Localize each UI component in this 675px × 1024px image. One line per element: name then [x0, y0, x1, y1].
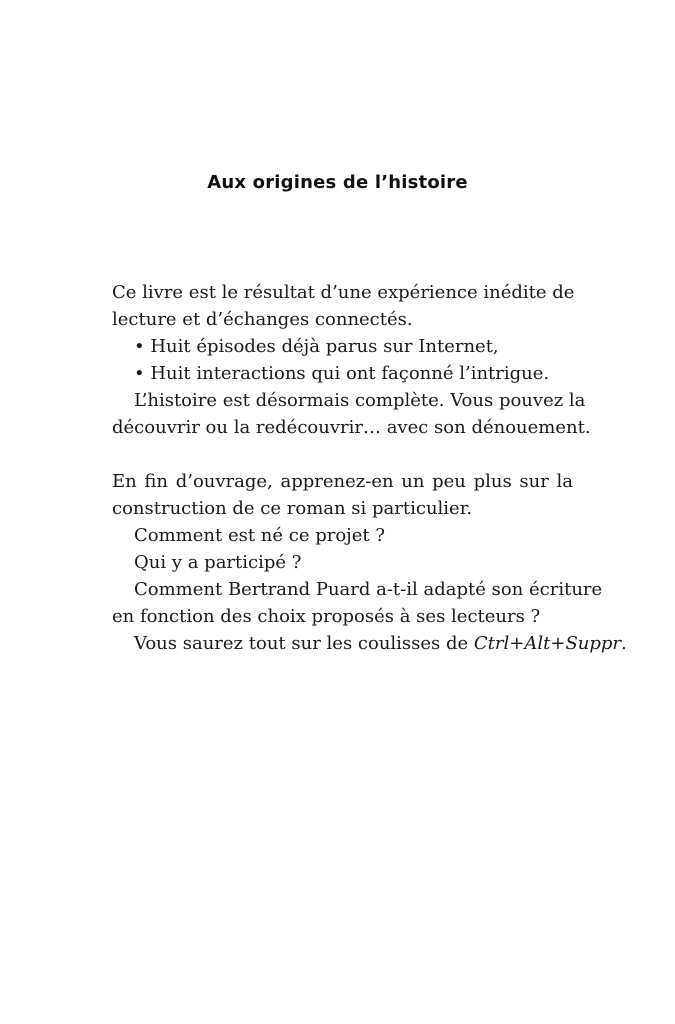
- page-title: Aux origines de l’histoire: [207, 172, 468, 193]
- intro-line-1: Ce livre est le résultat d’une expérience inédite de: [112, 282, 575, 303]
- details-line-2: construction de ce roman si particulier.: [112, 498, 473, 519]
- closing-prefix: Vous saurez tout sur les coulisses de: [134, 633, 474, 654]
- story-line-1: L’histoire est désormais complète. Vous pouvez la: [134, 390, 586, 411]
- closing-line: [112, 630, 627, 657]
- story-line-2: découvrir ou la redécouvrir… avec son dénouement.: [112, 417, 591, 438]
- question-project: Comment est né ce projet ?: [134, 525, 386, 546]
- question-participants: Qui y a participé ?: [134, 552, 302, 573]
- details-line-1: En fin d’ouvrage, apprenez-en un peu plus sur la: [112, 471, 573, 492]
- book-title: Ctrl+Alt+Suppr: [473, 633, 622, 654]
- closing-suffix: .: [621, 633, 627, 654]
- intro-line-2: lecture et d’échanges connectés.: [112, 309, 413, 330]
- bullet-interactions: • Huit interactions qui ont façonné l’intrigue.: [134, 363, 550, 384]
- question-writing-line-2: en fonction des choix proposés à ses lecteurs ?: [112, 606, 541, 627]
- bullet-episodes: • Huit épisodes déjà parus sur Internet,: [134, 336, 499, 357]
- intro-block: [112, 279, 591, 441]
- details-block: [112, 468, 627, 657]
- question-writing-line-1: Comment Bertrand Puard a-t-il adapté son écriture: [134, 579, 603, 600]
